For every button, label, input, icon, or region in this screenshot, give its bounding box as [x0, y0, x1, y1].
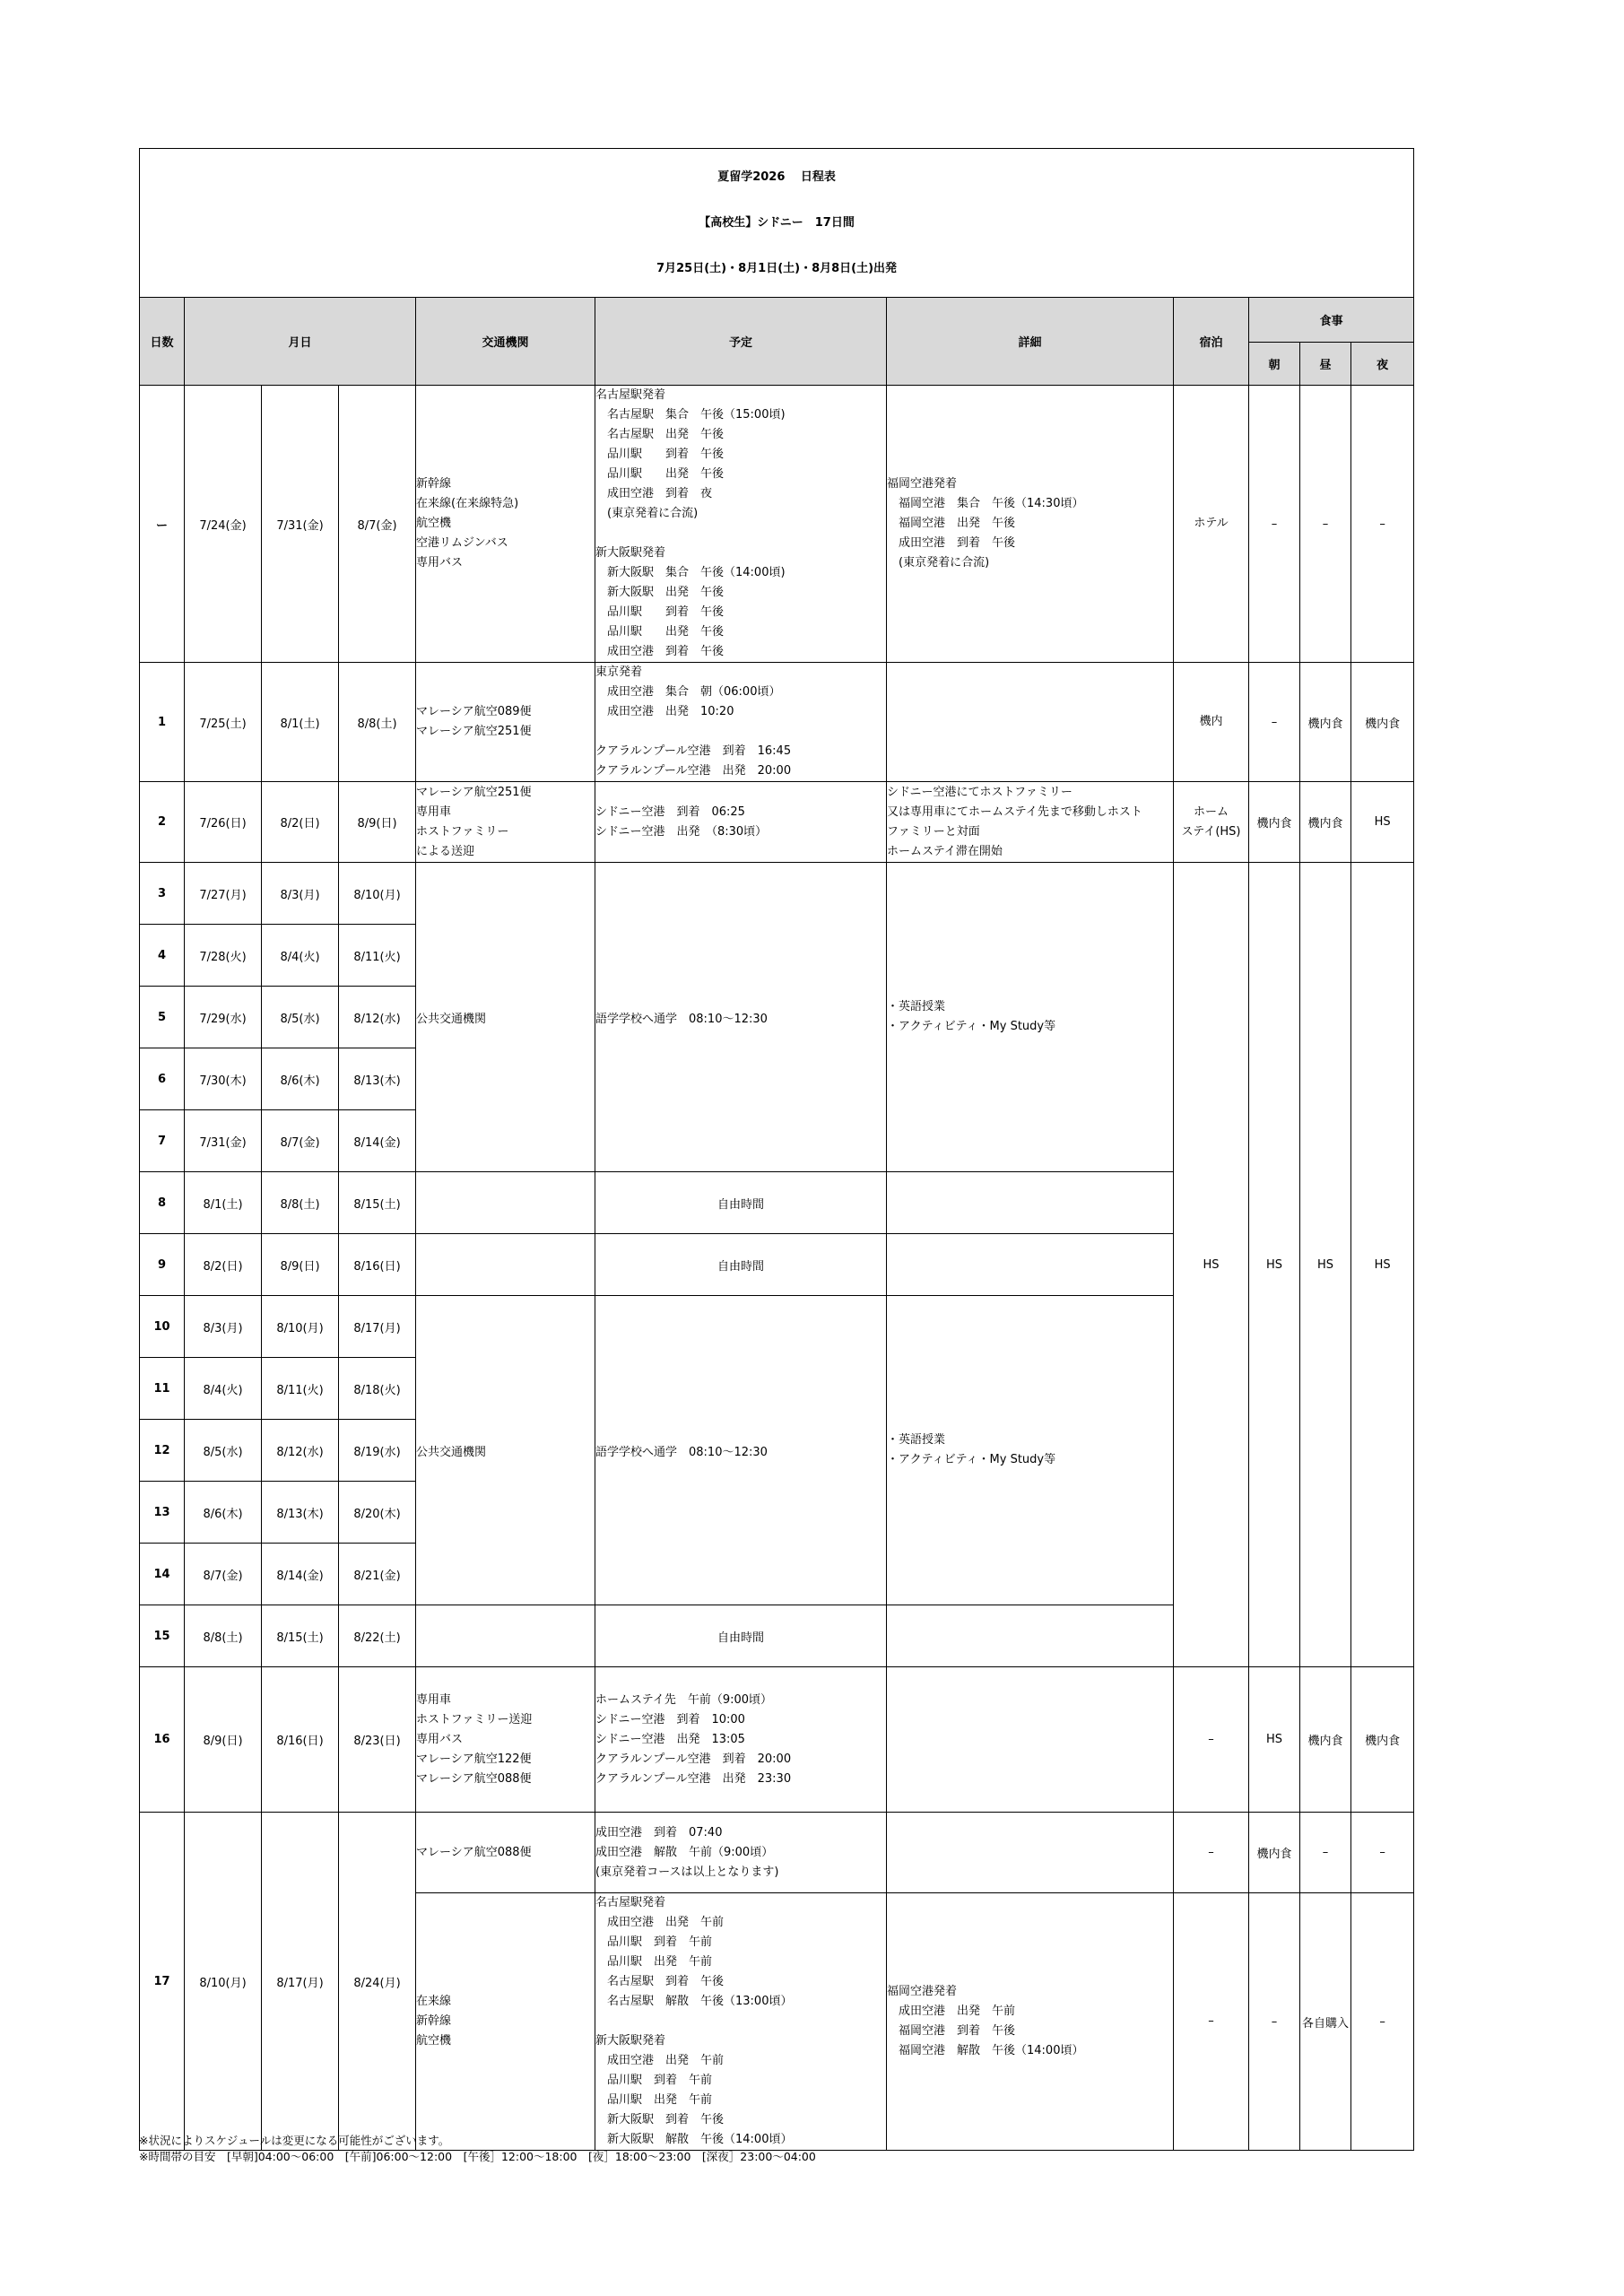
detail-cell-line: ・アクティビティ・My Study等 [887, 1453, 1056, 1466]
date-departure-2: 8/9(日) [262, 1234, 339, 1296]
detail-cell-line: 福岡空港 集合 午後（14:30頃） [887, 497, 1084, 510]
date-departure-2: 8/6(木) [262, 1048, 339, 1110]
date-departure-1: 7/27(月) [185, 863, 262, 925]
date-departure-1: 8/7(金) [185, 1544, 262, 1605]
header-transport: 交通機関 [416, 298, 595, 386]
stay-cell: – [1174, 1667, 1249, 1813]
date-departure-1: 7/25(土) [185, 663, 262, 782]
transport-cell-line: 新幹線 [416, 2014, 452, 2028]
plan-cell-line: 品川駅 出発 午後 [595, 625, 725, 639]
date-departure-3: 8/7(金) [339, 386, 416, 663]
day-number: 15 [140, 1605, 185, 1667]
plan-cell-line: 成田空港 到着 午後 [595, 645, 725, 658]
header-breakfast: 朝 [1249, 343, 1300, 386]
plan-cell [595, 1813, 887, 1893]
transport-cell [416, 386, 595, 663]
date-departure-3: 8/11(火) [339, 925, 416, 987]
table-row [140, 1667, 1414, 1813]
transport-cell-line: マレーシア航空089便 [416, 705, 532, 718]
schedule-sheet [139, 148, 1413, 2151]
meal-lunch: 機内食 [1300, 663, 1351, 782]
transport-cell: 公共交通機関 [416, 863, 595, 1172]
transport-cell [416, 1234, 595, 1296]
transport-cell [416, 1667, 595, 1813]
plan-cell-line: シドニー空港 到着 10:00 [595, 1712, 745, 1726]
plan-cell-line: 新大阪駅発着 [595, 546, 666, 560]
meal-dinner: – [1351, 1813, 1414, 1893]
stay-cell: – [1174, 1893, 1249, 2151]
date-departure-1: 8/10(月) [185, 1813, 262, 2151]
title-line-3: 7月25日(土)・8月1日(土)・8月8日(土)出発 [656, 262, 898, 275]
plan-cell-line [595, 524, 886, 544]
meal-lunch: 機内食 [1300, 1667, 1351, 1813]
meal-breakfast: 機内食 [1249, 1813, 1300, 1893]
date-departure-3: 8/17(月) [339, 1296, 416, 1358]
date-departure-2: 8/1(土) [262, 663, 339, 782]
plan-cell-line: (東京発着コースは以上となります) [595, 1865, 779, 1879]
detail-cell-line: シドニー空港にてホストファミリー [887, 785, 1073, 799]
date-departure-2: 8/4(火) [262, 925, 339, 987]
header-row [140, 298, 1414, 343]
day-number: 1 [140, 663, 185, 782]
header-meals: 食事 [1249, 298, 1414, 343]
table-row [140, 782, 1414, 863]
date-departure-1: 8/3(月) [185, 1296, 262, 1358]
detail-cell-line: 福岡空港 出発 午後 [887, 517, 1016, 530]
transport-cell: 公共交通機関 [416, 1296, 595, 1605]
date-departure-3: 8/18(火) [339, 1358, 416, 1420]
detail-cell [887, 386, 1174, 663]
date-departure-2: 8/3(月) [262, 863, 339, 925]
plan-cell-line: 名古屋駅 集合 午後（15:00頃) [595, 408, 786, 422]
meal-lunch: – [1300, 1813, 1351, 1893]
stay-cell: – [1174, 1813, 1249, 1893]
day-number: 12 [140, 1420, 185, 1482]
meal-breakfast: – [1249, 1893, 1300, 2151]
day-number: 7 [140, 1110, 185, 1172]
date-departure-3: 8/10(月) [339, 863, 416, 925]
day-number: 11 [140, 1358, 185, 1420]
plan-cell-line: 成田空港 集合 朝（06:00頃） [595, 685, 781, 699]
meal-dinner: 機内食 [1351, 663, 1414, 782]
transport-cell-line: による送迎 [416, 844, 475, 858]
transport-cell-line: マレーシア航空122便 [416, 1752, 532, 1766]
date-departure-3: 8/19(水) [339, 1420, 416, 1482]
transport-cell-line: マレーシア航空251便 [416, 785, 532, 799]
table-row [140, 863, 1414, 925]
stay-cell: 機内 [1174, 663, 1249, 782]
detail-cell-line: 又は専用車にてホームステイ先まで移動しホスト [887, 804, 1142, 819]
transport-cell-line: マレーシア航空088便 [416, 1845, 532, 1859]
plan-cell-line: 新大阪駅 出発 午後 [595, 586, 725, 599]
header-stay: 宿泊 [1174, 298, 1249, 386]
date-departure-1: 8/9(日) [185, 1667, 262, 1813]
table-row [140, 663, 1414, 782]
plan-cell-line: 新大阪駅 到着 午後 [595, 2113, 725, 2126]
plan-cell-line: ホームステイ先 午前（9:00頃） [595, 1692, 773, 1707]
day-number: 13 [140, 1482, 185, 1544]
detail-cell-line: 福岡空港発着 [887, 1985, 958, 1998]
header-lunch: 昼 [1300, 343, 1351, 386]
plan-cell-line: 新大阪駅発着 [595, 2034, 666, 2048]
date-departure-2: 8/11(火) [262, 1358, 339, 1420]
plan-cell-line: (東京発着に合流) [595, 507, 699, 520]
plan-cell: 自由時間 [595, 1234, 887, 1296]
plan-cell: 語学学校へ通学 08:10～12:30 [595, 1296, 887, 1605]
date-departure-3: 8/14(金) [339, 1110, 416, 1172]
date-departure-2: 8/12(水) [262, 1420, 339, 1482]
plan-cell-line: 成田空港 到着 07:40 [595, 1825, 723, 1839]
plan-cell: 語学学校へ通学 08:10～12:30 [595, 863, 887, 1172]
day-number: 4 [140, 925, 185, 987]
transport-cell-line: 在来線 [416, 1995, 452, 2008]
transport-cell-line: 専用バス [416, 556, 464, 570]
detail-cell [887, 663, 1174, 782]
detail-cell-line: ファミリーと対面 [887, 824, 980, 839]
date-departure-3: 8/23(日) [339, 1667, 416, 1813]
date-departure-3: 8/16(日) [339, 1234, 416, 1296]
plan-cell-line: 成田空港 解散 午前（9:00頃） [595, 1845, 774, 1859]
schedule-table [139, 148, 1414, 2151]
plan-cell-line: 成田空港 出発 午前 [595, 1916, 725, 1929]
detail-cell-line: ・英語授業 [887, 1433, 946, 1447]
day-number: 16 [140, 1667, 185, 1813]
plan-cell-line: シドニー空港 出発 （8:30頃） [595, 824, 768, 839]
plan-cell-line: シドニー空港 出発 13:05 [595, 1732, 745, 1746]
footnotes [139, 2133, 816, 2165]
date-departure-2: 8/8(土) [262, 1172, 339, 1234]
detail-cell [887, 1172, 1174, 1234]
meal-lunch: 機内食 [1300, 782, 1351, 863]
date-departure-1: 7/28(火) [185, 925, 262, 987]
plan-cell-line: 品川駅 到着 午前 [595, 2074, 713, 2087]
date-departure-1: 7/24(金) [185, 386, 262, 663]
meal-breakfast: – [1249, 386, 1300, 663]
table-row [140, 386, 1414, 663]
transport-cell [416, 1813, 595, 1893]
day-number: 8 [140, 1172, 185, 1234]
header-dinner: 夜 [1351, 343, 1414, 386]
meal-breakfast: HS [1249, 863, 1300, 1667]
meal-breakfast: 機内食 [1249, 782, 1300, 863]
date-departure-3: 8/12(水) [339, 987, 416, 1048]
date-departure-1: 8/5(水) [185, 1420, 262, 1482]
header-date: 月日 [185, 298, 416, 386]
meal-dinner: HS [1351, 782, 1414, 863]
date-departure-2: 8/5(水) [262, 987, 339, 1048]
date-departure-3: 8/13(木) [339, 1048, 416, 1110]
plan-cell-line: クアラルンプール空港 到着 20:00 [595, 1752, 792, 1766]
title-line-2: 【高校生】シドニー 17日間 [699, 216, 855, 230]
date-departure-1: 8/8(土) [185, 1605, 262, 1667]
day-number: 3 [140, 863, 185, 925]
detail-cell [887, 863, 1174, 1172]
date-departure-2: 8/17(月) [262, 1813, 339, 2151]
plan-cell-line: 成田空港 出発 午前 [595, 2054, 725, 2067]
schedule-title [140, 149, 1414, 298]
plan-cell [595, 663, 887, 782]
meal-lunch: 各自購入 [1300, 1893, 1351, 2151]
date-departure-3: 8/20(木) [339, 1482, 416, 1544]
meal-dinner: 機内食 [1351, 1667, 1414, 1813]
detail-cell-line: 福岡空港 解散 午後（14:00頃） [887, 2044, 1084, 2057]
transport-cell [416, 1605, 595, 1667]
date-departure-2: 8/10(月) [262, 1296, 339, 1358]
plan-cell-line: 新大阪駅 集合 午後（14:00頃) [595, 566, 786, 579]
day-number: 10 [140, 1296, 185, 1358]
meal-dinner: – [1351, 386, 1414, 663]
date-departure-2: 8/7(金) [262, 1110, 339, 1172]
table-row [140, 1813, 1414, 1893]
title-line-1: 夏留学2026 日程表 [717, 170, 836, 184]
day-number: 14 [140, 1544, 185, 1605]
plan-cell [595, 386, 887, 663]
plan-cell-line: 品川駅 到着 午後 [595, 448, 725, 461]
date-departure-2: 8/15(土) [262, 1605, 339, 1667]
transport-cell [416, 782, 595, 863]
date-departure-3: 8/21(金) [339, 1544, 416, 1605]
transport-cell [416, 1172, 595, 1234]
meal-lunch: HS [1300, 863, 1351, 1667]
meal-dinner: HS [1351, 863, 1414, 1667]
transport-cell-line: 専用バス [416, 1732, 464, 1746]
date-departure-2: 8/16(日) [262, 1667, 339, 1813]
detail-cell-line: 福岡空港発着 [887, 477, 958, 491]
transport-cell-line: ホストファミリー [416, 824, 509, 839]
transport-cell-line: 専用車 [416, 804, 452, 819]
detail-cell [887, 782, 1174, 863]
date-departure-2: 8/14(金) [262, 1544, 339, 1605]
date-departure-2: 7/31(金) [262, 386, 339, 663]
date-departure-1: 8/6(木) [185, 1482, 262, 1544]
plan-cell-line: 品川駅 出発 午前 [595, 2093, 713, 2107]
footnote-1: ※状況によりスケジュールは変更になる可能性がございます。 [139, 2134, 450, 2147]
plan-cell [595, 1667, 887, 1813]
footnote-2: ※時間帯の目安 [早朝]04:00～06:00 [午前]06:00～12:00 [午後］12:00～18:00 [夜］18:00～23:00 [深夜］23:00～04:00 [139, 2150, 816, 2163]
day-number: 17 [140, 1813, 185, 2151]
plan-cell-line: クアラルンプール空港 到着 16:45 [595, 744, 792, 758]
stay-cell: ホテル [1174, 386, 1249, 663]
stay-cell: HS [1174, 863, 1249, 1667]
plan-cell-line: 名古屋駅 到着 午後 [595, 1975, 725, 1988]
date-departure-1: 7/29(水) [185, 987, 262, 1048]
plan-cell-line: 名古屋駅 解散 午後（13:00頃） [595, 1995, 793, 2008]
plan-cell-line: シドニー空港 到着 06:25 [595, 804, 745, 819]
meal-breakfast: – [1249, 663, 1300, 782]
plan-cell-line: 品川駅 到着 午後 [595, 605, 725, 619]
header-day: 日数 [140, 298, 185, 386]
date-departure-3: 8/8(土) [339, 663, 416, 782]
plan-cell-line: 名古屋駅発着 [595, 1896, 666, 1909]
transport-cell [416, 1893, 595, 2151]
date-departure-1: 7/31(金) [185, 1110, 262, 1172]
plan-cell: 自由時間 [595, 1172, 887, 1234]
transport-cell-line: 航空機 [416, 2034, 452, 2048]
transport-cell-line: 航空機 [416, 517, 452, 530]
plan-cell-line: 東京発着 [595, 665, 643, 679]
detail-cell-line: (東京発着に合流) [887, 556, 990, 570]
detail-cell [887, 1296, 1174, 1605]
date-departure-3: 8/22(土) [339, 1605, 416, 1667]
plan-cell-line [595, 2012, 886, 2031]
day-number: 9 [140, 1234, 185, 1296]
stay-cell: ホーム ステイ(HS) [1174, 782, 1249, 863]
header-plan: 予定 [595, 298, 887, 386]
date-departure-3: 8/9(日) [339, 782, 416, 863]
transport-cell-line: 専用車 [416, 1692, 452, 1707]
transport-cell-line: ホストファミリー送迎 [416, 1712, 533, 1726]
detail-cell-line: 成田空港 出発 午前 [887, 2005, 1016, 2018]
date-departure-1: 8/1(土) [185, 1172, 262, 1234]
detail-cell-line: ・アクティビティ・My Study等 [887, 1020, 1056, 1033]
detail-cell-line: 成田空港 到着 午後 [887, 536, 1016, 550]
date-departure-1: 8/4(火) [185, 1358, 262, 1420]
detail-cell [887, 1893, 1174, 2151]
plan-cell-line: 名古屋駅発着 [595, 388, 666, 402]
day-number: 5 [140, 987, 185, 1048]
detail-cell [887, 1667, 1174, 1813]
detail-cell [887, 1813, 1174, 1893]
date-departure-3: 8/24(月) [339, 1813, 416, 2151]
day-number: 6 [140, 1048, 185, 1110]
plan-cell [595, 1893, 887, 2151]
detail-cell [887, 1234, 1174, 1296]
date-departure-2: 8/2(日) [262, 782, 339, 863]
plan-cell-line: 成田空港 出発 10:20 [595, 705, 734, 718]
detail-cell-line: ・英語授業 [887, 1000, 946, 1013]
plan-cell-line: クアラルンプール空港 出発 20:00 [595, 764, 792, 778]
day-number: ー [140, 386, 185, 663]
meal-breakfast: HS [1249, 1667, 1300, 1813]
plan-cell [595, 782, 887, 863]
transport-cell-line: マレーシア航空088便 [416, 1771, 532, 1786]
plan-cell-line: 名古屋駅 出発 午後 [595, 428, 725, 441]
detail-cell-line: ホームステイ滞在開始 [887, 844, 1003, 858]
plan-cell-line: 品川駅 出発 午後 [595, 467, 725, 481]
transport-cell-line: 在来線(在来線特急) [416, 497, 519, 510]
plan-cell-line: 品川駅 到着 午前 [595, 1935, 713, 1949]
transport-cell [416, 663, 595, 782]
detail-cell-line: 福岡空港 到着 午後 [887, 2024, 1016, 2038]
date-departure-1: 8/2(日) [185, 1234, 262, 1296]
meal-lunch: – [1300, 386, 1351, 663]
detail-cell [887, 1605, 1174, 1667]
meal-dinner: – [1351, 1893, 1414, 2151]
plan-cell-line: 成田空港 到着 夜 [595, 487, 713, 500]
transport-cell-line: 空港リムジンバス [416, 536, 508, 550]
plan-cell: 自由時間 [595, 1605, 887, 1667]
date-departure-3: 8/15(土) [339, 1172, 416, 1234]
transport-cell-line: マレーシア航空251便 [416, 725, 532, 738]
transport-cell-line: 新幹線 [416, 477, 452, 491]
day-number: 2 [140, 782, 185, 863]
date-departure-1: 7/30(木) [185, 1048, 262, 1110]
title-row [140, 149, 1414, 298]
plan-cell-line: クアラルンプール空港 出発 23:30 [595, 1771, 792, 1786]
date-departure-1: 7/26(日) [185, 782, 262, 863]
header-detail: 詳細 [887, 298, 1174, 386]
date-departure-2: 8/13(木) [262, 1482, 339, 1544]
plan-cell-line [595, 722, 886, 742]
plan-cell-line: 品川駅 出発 午前 [595, 1955, 713, 1969]
plan-cell-line: 新大阪駅 解散 午後（14:00頃） [595, 2133, 793, 2146]
